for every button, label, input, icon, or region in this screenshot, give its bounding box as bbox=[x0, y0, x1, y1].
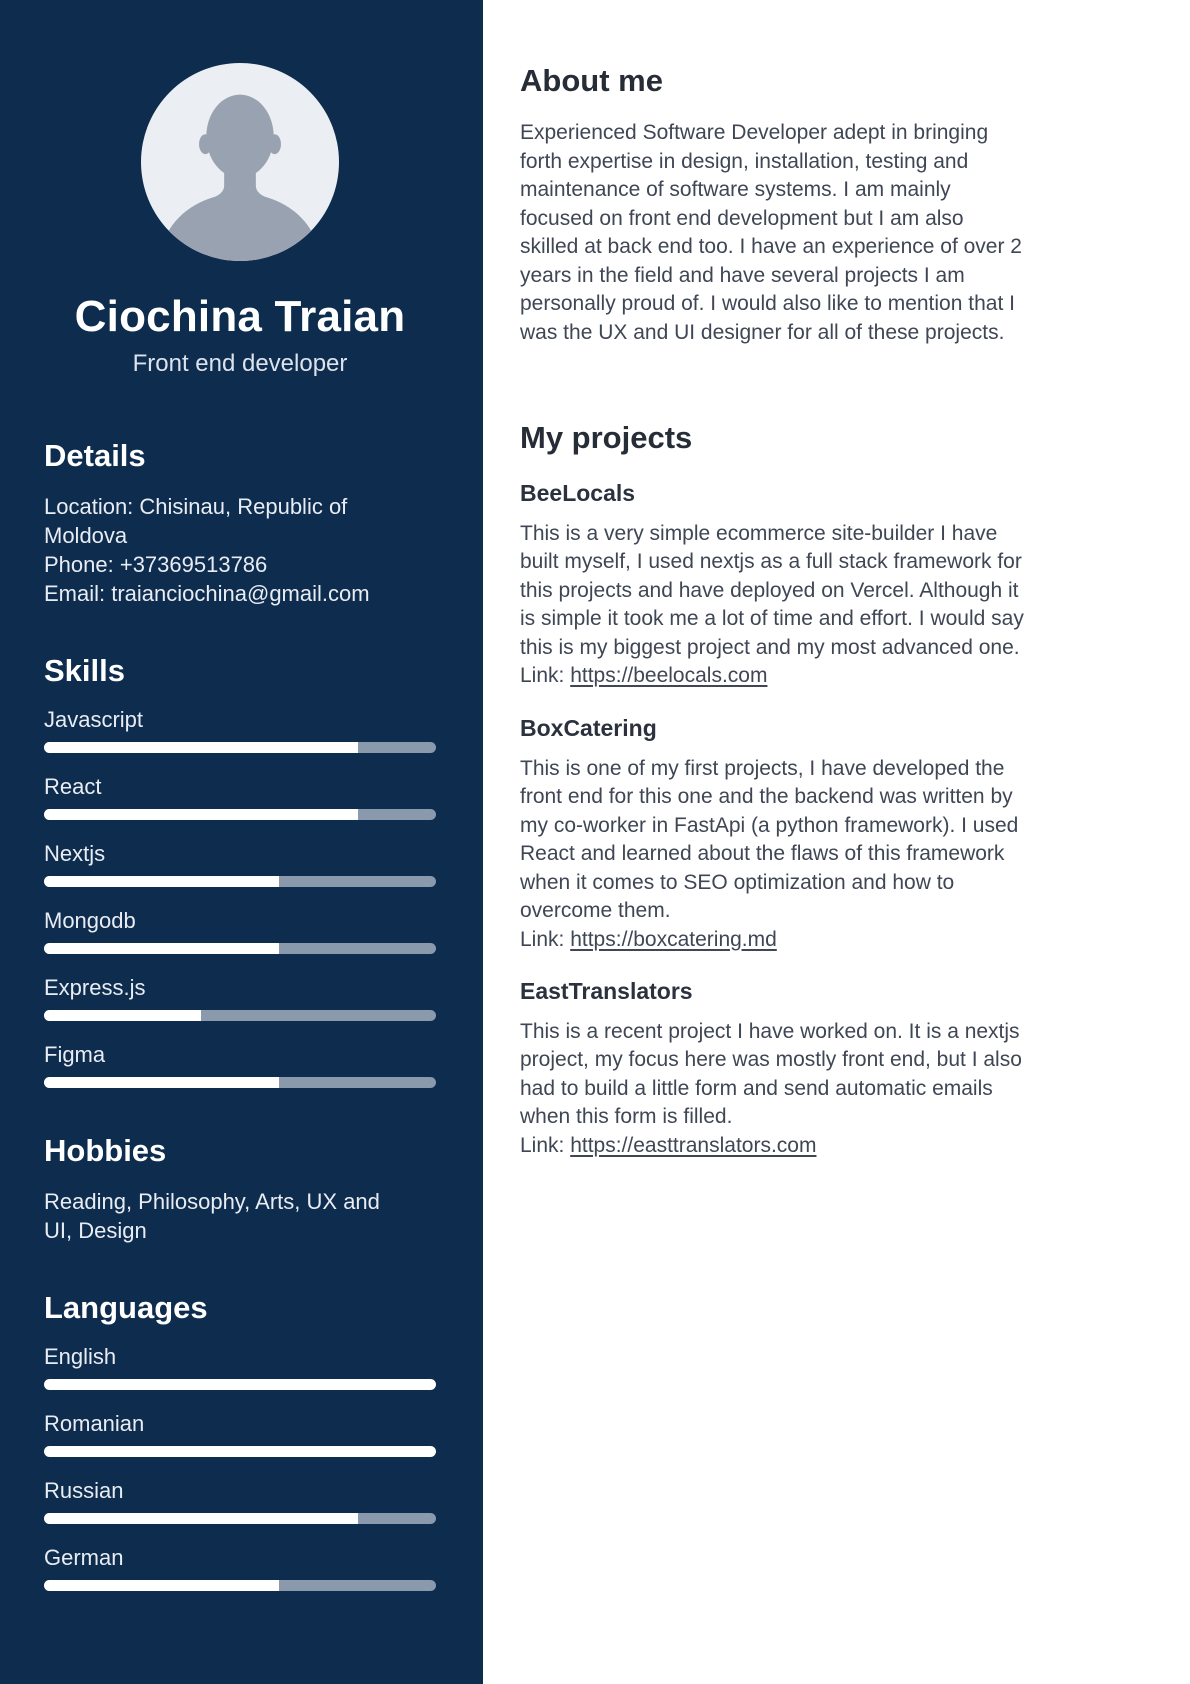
skill-bar bbox=[44, 1077, 436, 1088]
skill-bar bbox=[44, 1010, 436, 1021]
skill-row bbox=[44, 1042, 436, 1088]
language-row bbox=[44, 1411, 436, 1457]
skill-name: Javascript bbox=[44, 706, 144, 732]
profile-name: Ciochina Traian bbox=[74, 292, 406, 341]
main-content bbox=[483, 0, 1190, 1684]
language-bar bbox=[44, 1379, 436, 1390]
detail-phone: Phone: +37369513786 bbox=[44, 551, 268, 577]
language-row bbox=[44, 1545, 436, 1591]
hobbies-text: Reading, Philosophy, Arts, UX and UI, Design bbox=[44, 1189, 380, 1244]
projects-section bbox=[520, 419, 1050, 1160]
skill-name: Mongodb bbox=[44, 907, 136, 933]
project-title: BoxCatering bbox=[520, 714, 657, 741]
language-bar-fill bbox=[44, 1513, 358, 1524]
project-link-line bbox=[520, 662, 1050, 691]
project-item bbox=[520, 978, 1050, 1160]
project-description: This is a very simple ecommerce site-builder I have built myself, I used nextjs as a full stack framework for this projects and have deployed on Vercel. Although it is simple it took me a lot of time and effort. I would say this is my biggest project and my most advanced one. bbox=[520, 521, 1024, 659]
skill-row bbox=[44, 975, 436, 1021]
skill-bar bbox=[44, 943, 436, 954]
project-item bbox=[520, 480, 1050, 691]
link-prefix: Link: bbox=[520, 1133, 565, 1157]
projects-heading: My projects bbox=[520, 420, 693, 456]
project-link[interactable]: https://beelocals.com bbox=[570, 664, 768, 688]
project-title: BeeLocals bbox=[520, 480, 636, 507]
skill-bar-fill bbox=[44, 742, 358, 753]
skill-bar-fill bbox=[44, 876, 279, 887]
skill-row bbox=[44, 841, 436, 887]
skill-bar-fill bbox=[44, 943, 279, 954]
skill-name: Express.js bbox=[44, 974, 146, 1000]
language-name: Romanian bbox=[44, 1411, 145, 1437]
languages-heading: Languages bbox=[44, 1290, 208, 1326]
project-item bbox=[520, 715, 1050, 954]
skills-list bbox=[44, 707, 436, 1088]
skill-bar-fill bbox=[44, 809, 358, 820]
language-row bbox=[44, 1344, 436, 1390]
person-silhouette-icon bbox=[141, 63, 339, 261]
skill-bar-fill bbox=[44, 1077, 279, 1088]
project-link[interactable]: https://easttranslators.com bbox=[570, 1133, 817, 1157]
languages-list bbox=[44, 1344, 436, 1591]
language-bar-fill bbox=[44, 1446, 436, 1457]
skill-bar bbox=[44, 809, 436, 820]
project-link-line bbox=[520, 1132, 1050, 1161]
language-bar bbox=[44, 1580, 436, 1591]
skill-bar bbox=[44, 876, 436, 887]
project-description: This is one of my first projects, I have developed the front end for this one and the backend was written by my co-worker in FastApi (a python framework). I used React and learned about the flaws of this framework when it comes to SEO optimization and how to overcome them. bbox=[520, 756, 1019, 923]
sidebar bbox=[0, 0, 483, 1684]
skill-bar bbox=[44, 742, 436, 753]
details-block bbox=[44, 492, 406, 608]
profile-title: Front end developer bbox=[132, 349, 348, 377]
skill-row bbox=[44, 707, 436, 753]
skill-name: Nextjs bbox=[44, 840, 106, 866]
language-name: German bbox=[44, 1545, 124, 1571]
language-name: English bbox=[44, 1344, 117, 1370]
hobbies-heading: Hobbies bbox=[44, 1132, 167, 1168]
project-description: This is a recent project I have worked on. It is a nextjs project, my focus here was mostly front end, but I also had to build a little form and send automatic emails when this form is filled. bbox=[520, 1019, 1022, 1129]
link-prefix: Link: bbox=[520, 927, 565, 951]
detail-location: Location: Chisinau, Republic of Moldova bbox=[44, 493, 348, 548]
skill-row bbox=[44, 908, 436, 954]
project-link[interactable]: https://boxcatering.md bbox=[570, 927, 777, 951]
skill-row bbox=[44, 774, 436, 820]
about-text: Experienced Software Developer adept in bringing forth expertise in design, installation, testing and maintenance of software systems. I am mainly focused on front end development but I am also skilled at back end too. I have an experience of over 2 years in the field and have several projects I am personally proud of. I would also like to mention that I was the UX and UI designer for all of these projects. bbox=[520, 121, 1022, 344]
skill-name: Figma bbox=[44, 1041, 106, 1067]
avatar bbox=[141, 63, 339, 261]
about-section bbox=[520, 62, 1050, 347]
language-bar-fill bbox=[44, 1580, 279, 1591]
project-link-line bbox=[520, 926, 1050, 955]
language-row bbox=[44, 1478, 436, 1524]
language-name: Russian bbox=[44, 1478, 124, 1504]
skills-heading: Skills bbox=[44, 652, 125, 688]
language-bar bbox=[44, 1513, 436, 1524]
project-title: EastTranslators bbox=[520, 978, 693, 1005]
language-bar bbox=[44, 1446, 436, 1457]
link-prefix: Link: bbox=[520, 664, 565, 688]
detail-email: Email: traianciochina@gmail.com bbox=[44, 580, 370, 606]
language-bar-fill bbox=[44, 1379, 436, 1390]
skill-bar-fill bbox=[44, 1010, 201, 1021]
about-heading: About me bbox=[520, 63, 663, 98]
details-heading: Details bbox=[44, 437, 146, 473]
skill-name: React bbox=[44, 773, 102, 799]
